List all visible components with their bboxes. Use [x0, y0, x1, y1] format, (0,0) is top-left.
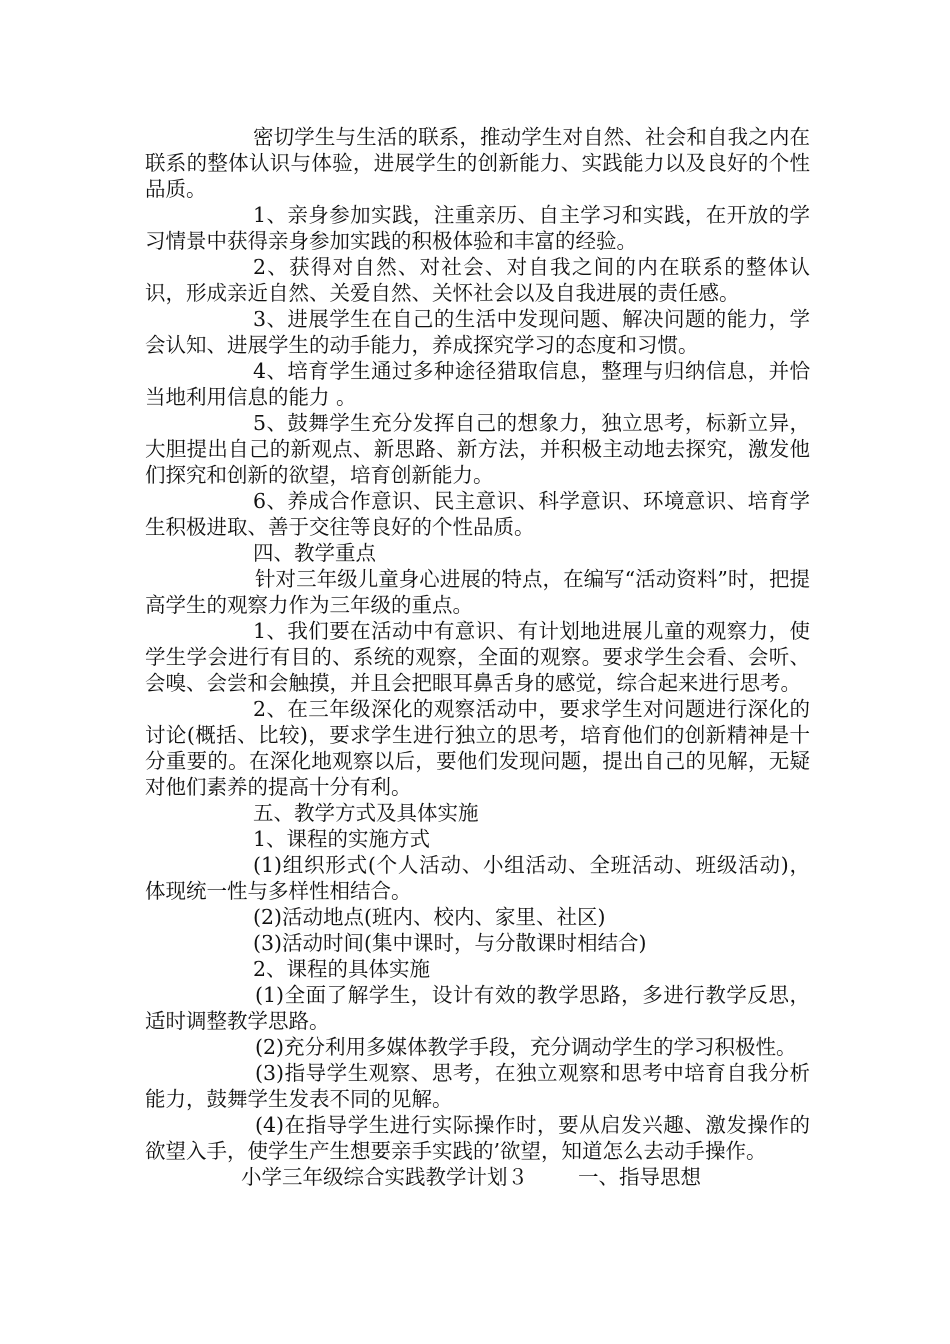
- paragraph-detail-4: (4)在指导学生进行实际操作时，要从启发兴趣、激发操作的欲望入手，使学生产生想要亲手实践的’欲望，知道怎么去动手操作。: [145, 1113, 810, 1163]
- paragraph-mode-1: (1)组织形式(个人活动、小组活动、全班活动、班级活动)，体现统一性与多样性相结合。: [145, 853, 810, 903]
- document-body: [145, 124, 810, 1190]
- paragraph-focus-1: 1、我们要在活动中有意识、有计划地进展儿童的观察力，使学生学会进行有目的、系统的观察，全面的观察。要求学生会看、会听、会嗅、会尝和会触摸，并且会把眼耳鼻舌身的感觉，综合起来进行思考。: [145, 619, 810, 695]
- next-document-title: 小学三年级综合实践教学计划３: [241, 1165, 528, 1189]
- section-heading-4: 四、教学重点: [253, 541, 376, 565]
- paragraph-detail-2: (2)充分利用多媒体教学手段，充分调动学生的学习积极性。: [255, 1035, 797, 1059]
- section-heading-5: 五、教学方式及具体实施: [253, 801, 479, 825]
- paragraph-goal-5: 5、鼓舞学生充分发挥自己的想象力，独立思考，标新立异，大胆提出自己的新观点、新思路、新方法，并积极主动地去探究，激发他们探究和创新的欲望，培育创新能力。: [145, 411, 810, 487]
- subheading-implementation-detail: 2、课程的具体实施: [253, 957, 431, 981]
- next-document-heading: [145, 1164, 810, 1190]
- paragraph-goal-6: 6、养成合作意识、民主意识、科学意识、环境意识、培育学生积极进取、善于交往等良好的个性品质。: [145, 489, 810, 539]
- paragraph-mode-2: (2)活动地点(班内、校内、家里、社区): [253, 905, 606, 929]
- paragraph-focus-2: 2、在三年级深化的观察活动中，要求学生对问题进行深化的讨论(概括、比较)，要求学生进行独立的思考，培育他们的创新精神是十分重要的。在深化地观察以后，要他们发现问题，提出自己的见解，无疑对他们素养的提高十分有利。: [145, 697, 810, 799]
- paragraph-goal-2: 2、获得对自然、对社会、对自我之间的内在联系的整体认识，形成亲近自然、关爱自然、关怀社会以及自我进展的责任感。: [145, 255, 810, 305]
- paragraph-goal-4: 4、培育学生通过多种途径猎取信息，整理与归纳信息，并恰当地利用信息的能力 。: [145, 359, 810, 409]
- paragraph-intro: 密切学生与生活的联系，推动学生对自然、社会和自我之内在联系的整体认识与体验，进展学生的创新能力、实践能力以及良好的个性品质。: [145, 125, 810, 201]
- next-section-heading: 一、指导思想: [578, 1165, 701, 1189]
- paragraph-detail-3: (3)指导学生观察、思考，在独立观察和思考中培育自我分析能力，鼓舞学生发表不同的见解。: [145, 1061, 810, 1111]
- paragraph-mode-3: (3)活动时间(集中课时，与分散课时相结合): [253, 931, 647, 955]
- paragraph-focus-intro: 针对三年级儿童身心进展的特点，在编写“活动资料”时，把提高学生的观察力作为三年级的重点。: [145, 567, 810, 617]
- paragraph-goal-1: 1、亲身参加实践，注重亲历、自主学习和实践，在开放的学习情景中获得亲身参加实践的积极体验和丰富的经验。: [145, 203, 810, 253]
- paragraph-goal-3: 3、进展学生在自己的生活中发现问题、解决问题的能力，学会认知、进展学生的动手能力，养成探究学习的态度和习惯。: [145, 307, 810, 357]
- subheading-implementation-mode: 1、课程的实施方式: [253, 827, 431, 851]
- paragraph-detail-1: (1)全面了解学生，设计有效的教学思路，多进行教学反思，适时调整教学思路。: [145, 983, 810, 1033]
